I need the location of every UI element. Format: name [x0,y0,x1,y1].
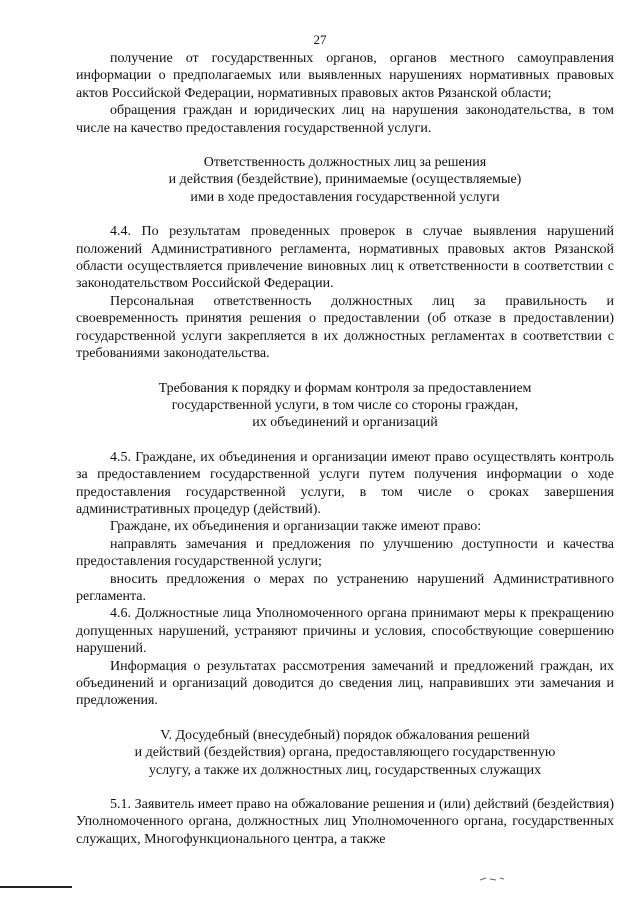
paragraph: направлять замечания и предложения по улучшению доступности и качества предоставления государственной услуги; [76,536,614,570]
section-heading-control-requirements [76,380,614,432]
heading-line: Требования к порядку и формам контроля за предоставлением [158,380,532,396]
paragraph: 4.4. По результатам проведенных проверок в случае выявления нарушений положений Административного регламента, нормативных правовых актов Рязанской области осуществляется привлечение виновных лиц к ответственности в соответствии с законодательством Российской Федерации. [76,224,614,292]
heading-line: и действия (бездействие), принимаемые (осуществляемые) [168,172,522,188]
paragraph: 5.1. Заявитель имеет право на обжалование решения и (или) действий (бездействия) Уполномоченного органа, должностных лиц Уполномоченного органа, государственных служащих, Многофункционального центра, а также [76,797,614,847]
heading-line: их объединений и организаций [252,415,438,431]
paragraph: обращения граждан и юридических лиц на нарушения законодательства, в том числе на качество предоставления государственной услуги. [76,103,614,136]
paragraph: Граждане, их объединения и организации также имеют право: [110,519,482,535]
heading-line: услугу, а также их должностных лиц, государственных служащих [148,762,542,778]
page-content [76,50,614,848]
heading-line: государственной услуги, в том числе со стороны граждан, [171,397,519,413]
paragraph: Информация о результатах рассмотрения замечаний и предложений граждан, их объединений и организаций доводится до сведения лиц, направивших эти замечания и предложения. [76,658,614,709]
paragraph: получение от государственных органов, органов местного самоуправления информации о предполагаемых или выявленных нарушениях нормативных правовых актов Российской Федерации, нормативных правовых актов Рязанской области; [76,51,614,101]
paragraph: 4.6. Должностные лица Уполномоченного органа принимают меры к прекращению допущенных нарушений, устраняют причины и условия, способствующие совершению нарушений. [76,606,614,657]
page-number: 27 [313,32,327,47]
heading-line: Ответственность должностных лиц за решения [203,155,487,171]
section-heading-pretrial-appeal [76,727,614,779]
paragraph: 4.5. Граждане, их объединения и организации имеют право осуществлять контроль за предоставлением государственной услуги путем получения информации о ходе предоставления государственной услуги, в том числе о сроках завершения административных процедур (действий). [76,449,614,517]
footnote-rule [0,886,72,888]
section-heading-responsibility [76,154,614,206]
heading-line: и действий (бездействия) органа, предоставляющего государственную [134,745,556,761]
heading-line: ими в ходе предоставления государственной услуги [190,189,500,205]
paragraph: вносить предложения о мерах по устранению нарушений Административного регламента. [76,571,614,604]
paragraph: Персональная ответственность должностных лиц за правильность и своевременность принятия решения о предоставлении (об отказе в предоставлении) государственной услуги закрепляется в их должностных регламентах в соответствии с требованиями законодательства. [76,293,614,362]
scan-mark [478,876,506,882]
heading-line: V. Досудебный (внесудебный) порядок обжалования решений [160,727,530,743]
